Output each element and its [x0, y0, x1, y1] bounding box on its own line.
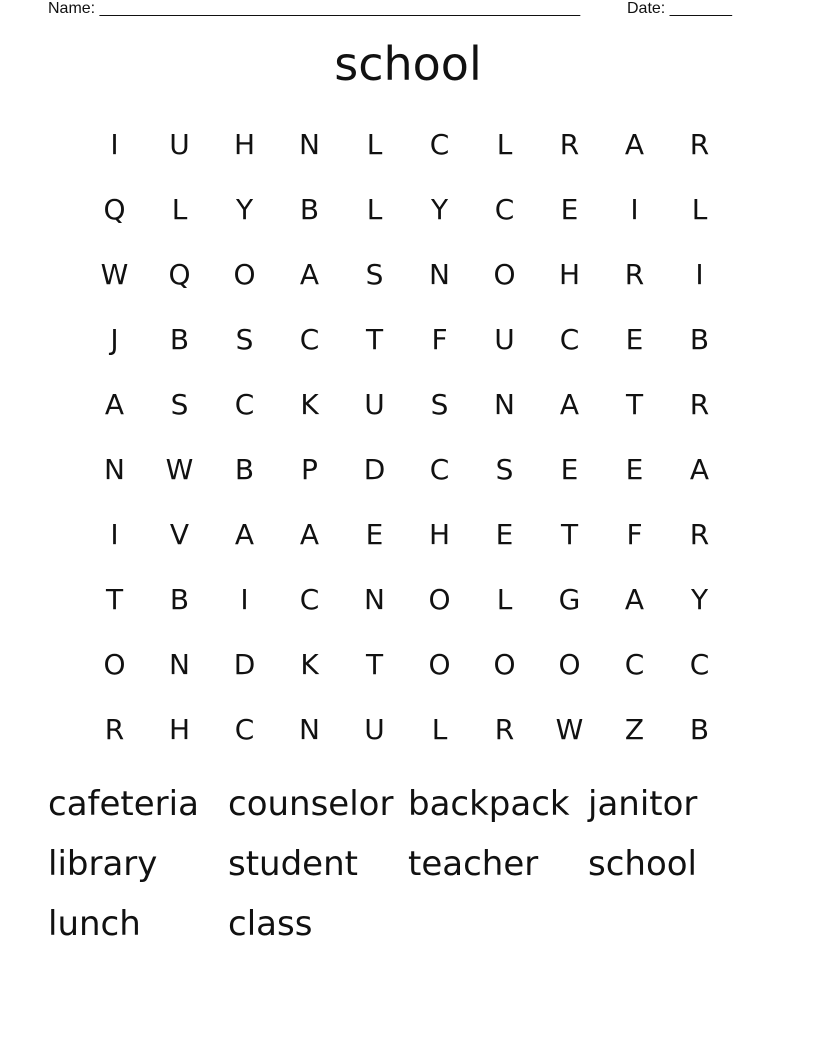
- grid-letter: T: [105, 583, 124, 616]
- grid-letter: B: [299, 193, 320, 226]
- grid-letter: N: [364, 583, 385, 616]
- grid-letter: G: [558, 583, 581, 616]
- grid-letter: N: [104, 453, 125, 486]
- grid-letter: T: [365, 648, 384, 681]
- grid-letter: P: [301, 453, 318, 486]
- grid-letter: T: [560, 518, 579, 551]
- grid-letter: H: [558, 258, 581, 291]
- grid-letter: W: [165, 453, 194, 486]
- word-list-item: student: [228, 844, 358, 884]
- grid-letter: L: [366, 128, 383, 161]
- grid-letter: C: [234, 388, 255, 421]
- grid-letter: R: [689, 518, 710, 551]
- grid-letter: C: [299, 323, 320, 356]
- grid-letter: I: [695, 258, 704, 291]
- grid-letter: C: [299, 583, 320, 616]
- grid-letter: I: [240, 583, 249, 616]
- grid-letter: J: [110, 323, 119, 356]
- grid-letter: H: [428, 518, 451, 551]
- grid-letter: I: [630, 193, 639, 226]
- word-list-item: lunch: [48, 904, 141, 944]
- grid-letter: I: [110, 518, 119, 551]
- grid-letter: U: [364, 388, 385, 421]
- grid-letter: N: [299, 128, 320, 161]
- grid-letter: E: [625, 453, 644, 486]
- grid-letter: A: [624, 583, 645, 616]
- grid-letter: O: [493, 648, 516, 681]
- grid-letter: R: [689, 388, 710, 421]
- grid-letter: B: [234, 453, 255, 486]
- grid-letter: Y: [690, 583, 709, 616]
- grid-letter: A: [624, 128, 645, 161]
- grid-letter: S: [495, 453, 514, 486]
- grid-letter: W: [100, 258, 129, 291]
- grid-letter: R: [494, 713, 515, 746]
- grid-letter: L: [496, 128, 513, 161]
- grid-letter: S: [170, 388, 189, 421]
- grid-letter: E: [560, 193, 579, 226]
- grid-letter: H: [233, 128, 256, 161]
- word-list-item: counselor: [228, 784, 394, 824]
- word-list-item: backpack: [408, 784, 570, 824]
- grid-letter: C: [429, 128, 450, 161]
- grid-letter: B: [689, 323, 710, 356]
- puzzle-title: school: [334, 37, 482, 91]
- grid-letter: Y: [430, 193, 449, 226]
- word-list-item: class: [228, 904, 313, 944]
- grid-letter: N: [429, 258, 450, 291]
- grid-letter: O: [558, 648, 581, 681]
- grid-letter: F: [431, 323, 448, 356]
- word-list-item: janitor: [588, 784, 698, 824]
- grid-letter: S: [430, 388, 449, 421]
- grid-letter: T: [365, 323, 384, 356]
- grid-letter: Q: [168, 258, 191, 291]
- grid-letter: N: [299, 713, 320, 746]
- grid-letter: Y: [235, 193, 254, 226]
- word-list-item: school: [588, 844, 698, 884]
- grid-letter: R: [624, 258, 645, 291]
- grid-letter: R: [559, 128, 580, 161]
- letter-grid: [82, 112, 732, 762]
- grid-letter: H: [168, 713, 191, 746]
- grid-letter: N: [494, 388, 515, 421]
- grid-letter: A: [559, 388, 580, 421]
- grid-letter: L: [496, 583, 513, 616]
- grid-letter: A: [299, 518, 320, 551]
- grid-letter: T: [625, 388, 644, 421]
- grid-letter: R: [104, 713, 125, 746]
- grid-letter: K: [300, 388, 319, 421]
- grid-letter: R: [689, 128, 710, 161]
- grid-letter: C: [494, 193, 515, 226]
- grid-letter: L: [366, 193, 383, 226]
- grid-letter: C: [429, 453, 450, 486]
- grid-letter: A: [234, 518, 255, 551]
- grid-letter: O: [103, 648, 126, 681]
- name-field-line: Name: ______________________________________________________: [48, 0, 581, 17]
- grid-letter: O: [428, 648, 451, 681]
- grid-letter: L: [171, 193, 188, 226]
- grid-letter: C: [624, 648, 645, 681]
- grid-letter: E: [625, 323, 644, 356]
- grid-letter: A: [104, 388, 125, 421]
- grid-letter: Z: [624, 713, 645, 746]
- word-list-item: cafeteria: [48, 784, 199, 824]
- word-list-item: teacher: [408, 844, 539, 884]
- grid-letter: E: [560, 453, 579, 486]
- grid-letter: K: [300, 648, 319, 681]
- grid-letter: C: [689, 648, 710, 681]
- grid-letter: E: [365, 518, 384, 551]
- worksheet-header: [0, 0, 816, 20]
- grid-letter: L: [431, 713, 448, 746]
- grid-letter: I: [110, 128, 119, 161]
- grid-letter: S: [365, 258, 384, 291]
- grid-letter: S: [235, 323, 254, 356]
- grid-letter: N: [169, 648, 190, 681]
- grid-letter: D: [233, 648, 256, 681]
- grid-letter: E: [495, 518, 514, 551]
- grid-letter: U: [364, 713, 385, 746]
- grid-letter: D: [363, 453, 386, 486]
- grid-letter: B: [689, 713, 710, 746]
- date-field-line: Date: _______: [627, 0, 732, 17]
- grid-letter: U: [169, 128, 190, 161]
- grid-letter: W: [555, 713, 584, 746]
- grid-letter: V: [169, 518, 190, 551]
- grid-letter: B: [169, 583, 190, 616]
- grid-letter: O: [233, 258, 256, 291]
- grid-letter: L: [691, 193, 708, 226]
- word-list-item: library: [48, 844, 158, 884]
- grid-letter: O: [428, 583, 451, 616]
- grid-letter: C: [234, 713, 255, 746]
- grid-letter: U: [494, 323, 515, 356]
- grid-letter: F: [626, 518, 643, 551]
- grid-letter: A: [689, 453, 710, 486]
- grid-letter: A: [299, 258, 320, 291]
- grid-letter: B: [169, 323, 190, 356]
- grid-letter: O: [493, 258, 516, 291]
- grid-letter: Q: [103, 193, 126, 226]
- grid-letter: C: [559, 323, 580, 356]
- word-list: [48, 776, 768, 956]
